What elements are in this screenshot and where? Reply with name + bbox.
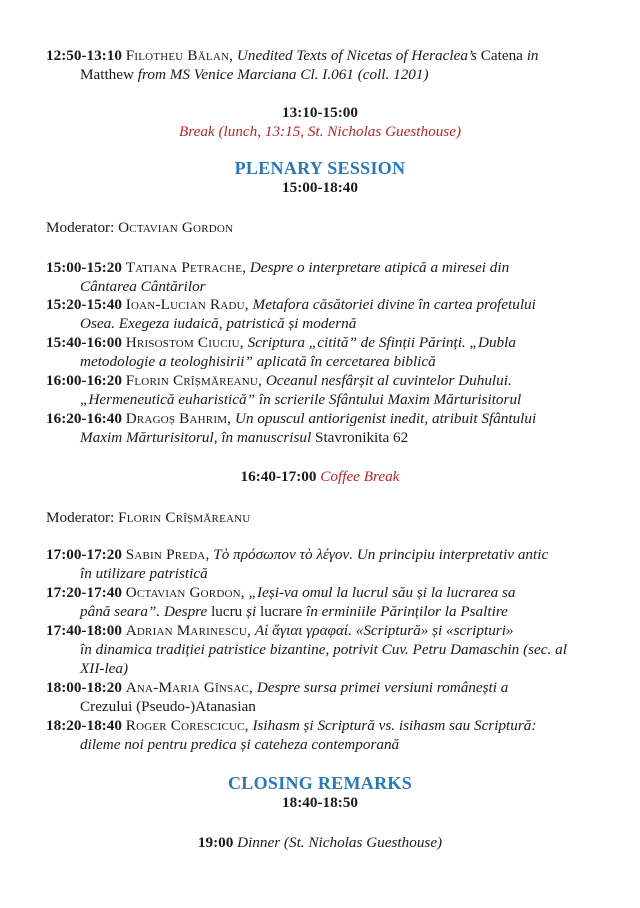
- dinner-line: [0, 833, 640, 852]
- break-time: 13:10-15:00: [282, 104, 358, 121]
- program-entry: [46, 678, 640, 716]
- program-entry: [46, 409, 640, 447]
- speaker-name: Octavian Gordon,: [125, 584, 245, 601]
- break-time: 16:40-17:00: [240, 468, 317, 485]
- talk-title: Metafora căsătoriei divine în cartea profetului: [252, 296, 536, 313]
- break-label: Coffee Break: [320, 468, 400, 485]
- moderator-line: [46, 508, 250, 527]
- break-label: Break (lunch, 13:15, St. Nicholas Guesthouse): [178, 123, 462, 140]
- moderator-line: [46, 218, 233, 237]
- coffee-break-line: [0, 467, 640, 486]
- talk-title: și: [246, 603, 257, 620]
- section-time: 15:00-18:40: [282, 179, 358, 196]
- speaker-name: Dragoș Bahrim,: [125, 410, 232, 427]
- program-entry: [46, 583, 640, 621]
- moderator-label: Moderator:: [46, 509, 115, 526]
- talk-title: Maxim Mărturisitorul, în manuscrisul: [80, 429, 312, 446]
- entry-time: 12:50-13:10: [46, 47, 122, 64]
- talk-title: Oceanul nesfârșit al cuvintelor Duhului.: [265, 372, 512, 389]
- talk-title-roman: Stavronikita 62: [315, 429, 409, 446]
- entry-time: 17:40-18:00: [46, 622, 122, 639]
- talk-title-roman: Catena: [480, 47, 523, 64]
- talk-title: în dinamica tradiției patristice bizantine, potrivit Cuv. Petru Damaschin (sec. al: [80, 641, 567, 658]
- talk-title: Cântarea Cântărilor: [80, 278, 206, 295]
- program-entry: [46, 545, 640, 583]
- talk-title: Despre sursa primei versiuni românești a: [256, 679, 509, 696]
- speaker-name: Hrisostom Ciuciu,: [125, 334, 244, 351]
- speaker-name: Ioan-Lucian Radu,: [125, 296, 249, 313]
- program-entry: [46, 258, 640, 296]
- speaker-name: Florin Crîșmăreanu,: [125, 372, 263, 389]
- program-entry: [46, 371, 640, 409]
- talk-title: Isihasm și Scriptură vs. isihasm sau Scriptură:: [252, 717, 537, 734]
- moderator-label: Moderator:: [46, 219, 115, 236]
- program-entry: [46, 46, 640, 84]
- entry-time: 16:00-16:20: [46, 372, 122, 389]
- talk-title: metodologie a teologhisirii” aplicată în cercetarea biblică: [80, 353, 436, 370]
- talk-title: dileme noi pentru predica și cateheza contemporană: [80, 736, 400, 753]
- speaker-name: Tatiana Petrache,: [125, 259, 247, 276]
- entry-time: 17:20-17:40: [46, 584, 122, 601]
- program-entry: [46, 621, 640, 678]
- talk-title: Τὸ πρόσωπον τὸ λέγον. Un principiu interpretativ antic: [213, 546, 549, 563]
- talk-title: from MS Venice Marciana Cl. I.061 (coll. 1201): [137, 66, 429, 83]
- entry-time: 15:20-15:40: [46, 296, 122, 313]
- talk-title: Osea. Exegeza iudaică, patristică și modernă: [80, 315, 357, 332]
- dinner-label: Dinner (St. Nicholas Guesthouse): [237, 834, 443, 851]
- talk-title: „Ieși-va omul la lucrul său și la lucrarea sa: [248, 584, 516, 601]
- talk-title: in: [526, 47, 539, 64]
- entry-time: 16:20-16:40: [46, 410, 122, 427]
- talk-title: Unedited Texts of Nicetas of Heraclea’s: [236, 47, 477, 64]
- talk-title-roman: lucrare: [260, 603, 303, 620]
- talk-title-roman: lucru: [211, 603, 243, 620]
- moderator-name: Octavian Gordon: [118, 219, 234, 236]
- program-entry: [46, 716, 640, 754]
- entry-time: 15:00-15:20: [46, 259, 122, 276]
- entry-time: 18:20-18:40: [46, 717, 122, 734]
- talk-title-roman: Crezului (Pseudo-)Atanasian: [80, 698, 256, 715]
- speaker-name: Filotheu Bălan,: [125, 47, 234, 64]
- talk-title: Αἱ ἅγιαι γραφαί. «Scriptură» și «scripturi»: [254, 622, 514, 639]
- speaker-name: Roger Corescicuc,: [125, 717, 249, 734]
- entry-time: 15:40-16:00: [46, 334, 122, 351]
- section-heading: CLOSING REMARKS: [227, 773, 413, 793]
- section-time: 18:40-18:50: [282, 794, 358, 811]
- moderator-name: Florin Crîșmăreanu: [118, 509, 251, 526]
- program-entry: [46, 333, 640, 371]
- talk-title-roman: Matthew: [80, 66, 134, 83]
- speaker-name: Sabin Preda,: [125, 546, 210, 563]
- entry-time: 17:00-17:20: [46, 546, 122, 563]
- talk-title: „Hermeneutică euharistică” în scrierile Sfântului Maxim Mărturisitorul: [80, 391, 522, 408]
- talk-title: Scriptura „citită” de Sfinții Părinți. „Dubla: [247, 334, 516, 351]
- talk-title: în utilizare patristică: [80, 565, 208, 582]
- talk-title: până seara”. Despre: [80, 603, 208, 620]
- dinner-time: 19:00: [197, 834, 234, 851]
- speaker-name: Ana-Maria Gînsac,: [125, 679, 254, 696]
- talk-title: Un opuscul antiorigenist inedit, atribuit Sfântului: [234, 410, 537, 427]
- talk-title: Despre o interpretare atipică a miresei din: [249, 259, 510, 276]
- talk-title: în erminiile Părinților la Psaltire: [305, 603, 508, 620]
- speaker-name: Adrian Marinescu,: [125, 622, 252, 639]
- program-entry: [46, 295, 640, 333]
- section-heading: PLENARY SESSION: [234, 158, 406, 178]
- entry-time: 18:00-18:20: [46, 679, 122, 696]
- talk-title: XII-lea): [80, 660, 129, 677]
